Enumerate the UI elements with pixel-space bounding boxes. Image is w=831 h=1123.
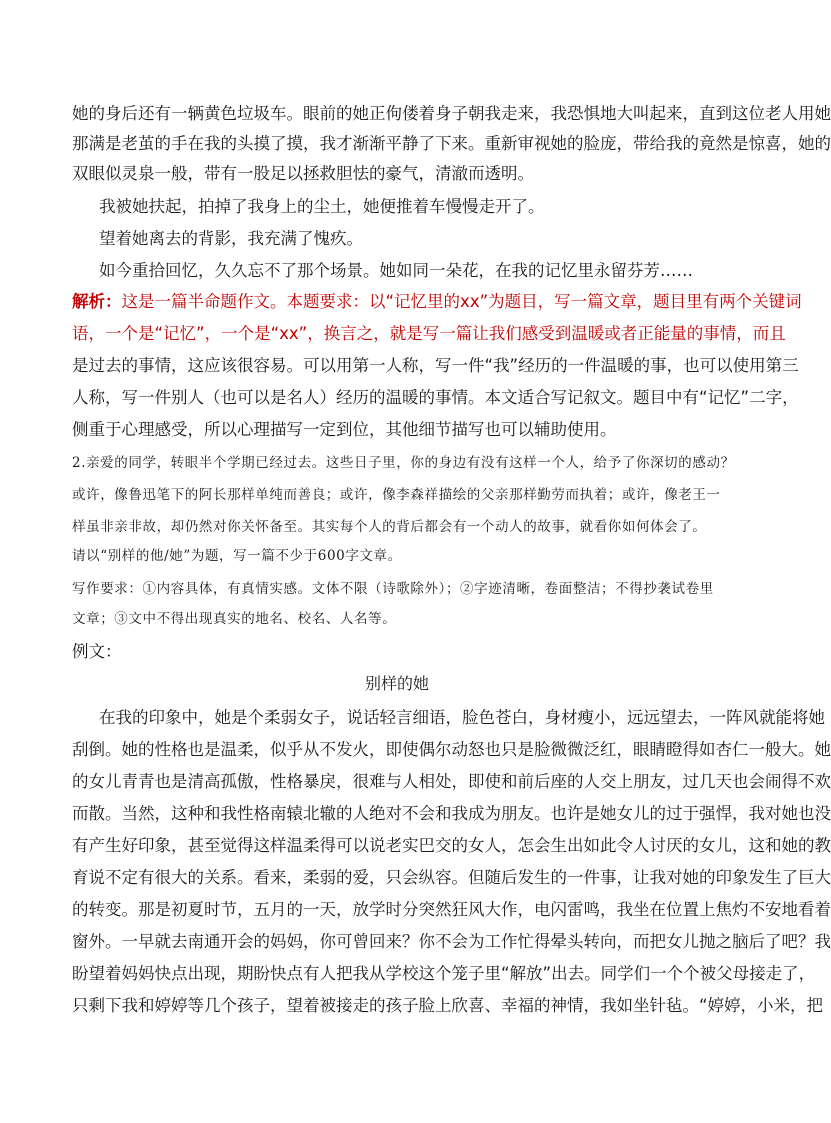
question-line: 或许，像鲁迅笔下的阿长那样单纯而善良；或许，像李森祥描绘的父亲那样勤劳而执着；或许，像老王一 [72,487,721,503]
story-line: 双眼似灵泉一般，带有一股足以拯救胆怯的豪气，清澈而透明。 [72,164,534,183]
question-line: 样虽非亲非故，却仍然对你关怀备至。其实每个人的背后都会有一个动人的故事，就看你如何体会了。 [72,519,707,535]
analysis-label: 解析： [72,292,122,311]
analysis-line: 侧重于心理感受，所以心理描写一定到位，其他细节描写也可以辅助使用。 [72,420,617,439]
question-line: 2.亲爱的同学，转眼半个学期已经过去。这些日子里，你的身边有没有这样一个人，给予了你深切的感动？ [72,455,735,471]
story-line: 她的身后还有一辆黄色垃圾车。眼前的她正佝偻着身子朝我走来，我恐惧地大叫起来，直到这位老人用她 [72,104,831,123]
story-paragraph: 我被她扶起，拍掉了我身上的尘土，她便推着车慢慢走开了。 [99,197,545,216]
example-line: 只剩下我和婷婷等几个孩子，望着被接走的孩子脸上欣喜、幸福的神情，我如坐针毡。“婷婷，小米，把 [72,996,824,1015]
question-line: 请以“别样的他/她”为题，写一篇不少于600字文章。 [72,548,402,564]
story-paragraph: 如今重拾回忆，久久忘不了那个场景。她如同一朵花，在我的记忆里永留芬芳…… [99,261,693,280]
example-line: 的转变。那是初夏时节，五月的一天，放学时分突然狂风大作，电闪雷鸣，我坐在位置上焦灼不安地看着 [72,900,831,919]
example-line: 在我的印象中，她是个柔弱女子，说话轻言细语，脸色苍白，身材瘦小，远远望去，一阵风就能将她 [99,708,825,727]
story-line: 那满是老茧的手在我的头摸了摸，我才渐渐平静了下来。重新审视她的脸庞，带给我的竟然是惊喜，她的 [72,134,831,153]
example-line: 有产生好印象，甚至觉得这样温柔得可以说老实巴交的女人，怎会生出如此令人讨厌的女儿，这和她的教 [72,836,831,855]
example-label: 例文： [72,642,122,661]
example-line: 的女儿青青也是清高孤傲，性格暴戾，很难与人相处，即使和前后座的人交上朋友，过几天也会闹得不欢 [72,772,831,791]
analysis-line [72,291,802,313]
analysis-line: 语，一个是“记忆”，一个是“xx”，换言之，就是写一篇让我们感受到温暖或者正能量的事情，而且 [72,324,786,343]
analysis-line: 是过去的事情，这应该很容易。可以用第一人称，写一件“我”经历的一件温暖的事，也可以使用第三 [72,356,799,375]
example-line: 窗外。一早就去南通开会的妈妈，你可曾回来？你不会为工作忙得晕头转向，而把女儿抛之脑后了吧？我 [72,932,831,951]
example-line: 而散。当然，这种和我性格南辕北辙的人绝对不会和我成为朋友。也许是她女儿的过于强悍，我对她也没 [72,804,831,823]
question-line: 写作要求：①内容具体，有真情实感。文体不限（诗歌除外）；②字迹清晰，卷面整洁；不得抄袭试卷里 [72,581,714,597]
example-line: 刮倒。她的性格也是温柔，似乎从不发火，即使偶尔动怒也只是脸微微泛红，眼睛瞪得如杏仁一般大。她 [72,740,831,759]
example-line: 盼望着妈妈快点出现，期盼快点有人把我从学校这个笼子里“解放”出去。同学们一个个被父母接走了， [72,964,816,983]
example-title: 别样的她 [364,674,429,693]
example-line: 育说不定有很大的关系。看来，柔弱的爱，只会纵容。但随后发生的一件事，让我对她的印象发生了巨大 [72,868,831,887]
analysis-line: 人称，写一件别人（也可以是名人）经历的温暖的事情。本文适合写记叙文。题目中有“记忆”二字， [72,388,799,407]
analysis-text: 这是一篇半命题作文。本题要求：以“记忆里的xx”为题目，写一篇文章，题目里有两个关键词 [121,292,802,311]
question-line: 文章；③文中不得出现真实的地名、校名、人名等。 [72,611,397,627]
story-paragraph: 望着她离去的背影，我充满了愧疚。 [99,229,363,248]
